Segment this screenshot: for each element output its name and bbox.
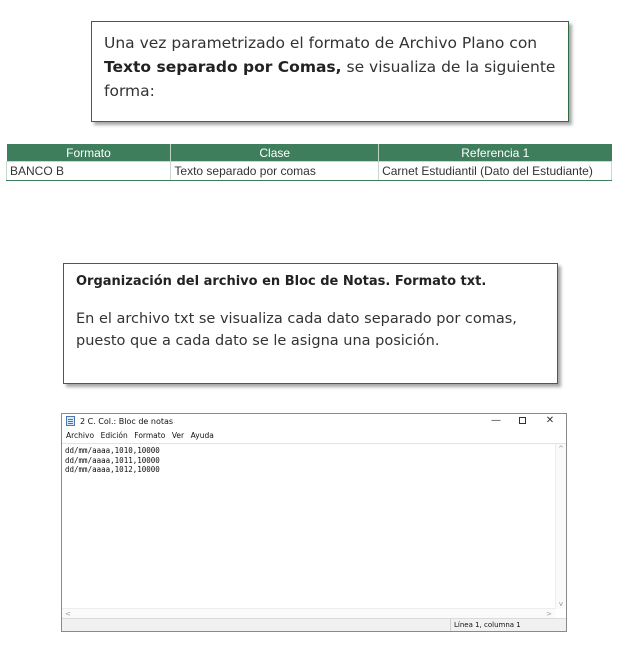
notepad-statusbar [62,618,566,631]
menu-formato[interactable]: Formato [134,431,166,440]
intro-text-end: se visualiza de la siguiente forma: [104,58,556,100]
text-line: dd/mm/aaaa,1012,10000 [65,465,160,474]
scroll-left-arrow-icon[interactable]: < [65,610,71,618]
cursor-position-status: Línea 1, columna 1 [450,619,521,631]
column-header-clase: Clase [171,144,379,162]
format-table [6,144,612,181]
text-line: dd/mm/aaaa,1010,10000 [65,446,160,455]
scroll-up-arrow-icon[interactable]: ^ [558,445,564,453]
vertical-scrollbar[interactable] [555,444,566,609]
menu-ver[interactable]: Ver [171,431,185,440]
notepad-menubar [62,429,566,444]
intro-bold-text: Texto separado por Comas, [104,58,342,76]
table-header-row [7,144,612,162]
scroll-right-arrow-icon[interactable]: > [546,610,552,618]
text-line: dd/mm/aaaa,1011,10000 [65,455,160,465]
maximize-button[interactable] [510,414,534,428]
organization-body: En el archivo txt se visualiza cada dato separado por comas, puesto que a cada dato se le asigna una posición. [76,311,517,349]
minimize-button[interactable]: — [491,415,501,426]
intro-text: Una vez parametrizado el formato de Archivo Plano con [104,34,538,52]
scroll-down-arrow-icon[interactable]: v [558,600,564,608]
menu-edicion[interactable]: Edición [100,431,128,440]
notepad-titlebar[interactable] [62,414,566,429]
close-button[interactable]: ✕ [545,415,555,426]
organization-heading: Organización del archivo en Bloc de Notas. Formato txt. [76,274,487,289]
column-header-referencia: Referencia 1 [379,144,612,162]
organization-callout [63,263,558,384]
notepad-window [61,413,567,632]
column-header-formato: Formato [7,144,171,162]
cell-formato: BANCO B [7,162,171,181]
cell-referencia: Carnet Estudiantil (Dato del Estudiante) [379,162,612,181]
cell-clase: Texto separado por comas [171,162,379,181]
notepad-app-icon [66,416,75,426]
menu-ayuda[interactable]: Ayuda [190,431,214,440]
notepad-text-area[interactable] [62,444,555,609]
intro-callout [91,21,569,122]
notepad-title: 2 C. Col.: Bloc de notas [80,417,174,426]
maximize-icon [519,417,526,424]
menu-archivo[interactable]: Archivo [66,431,95,440]
table-row[interactable] [7,162,612,181]
